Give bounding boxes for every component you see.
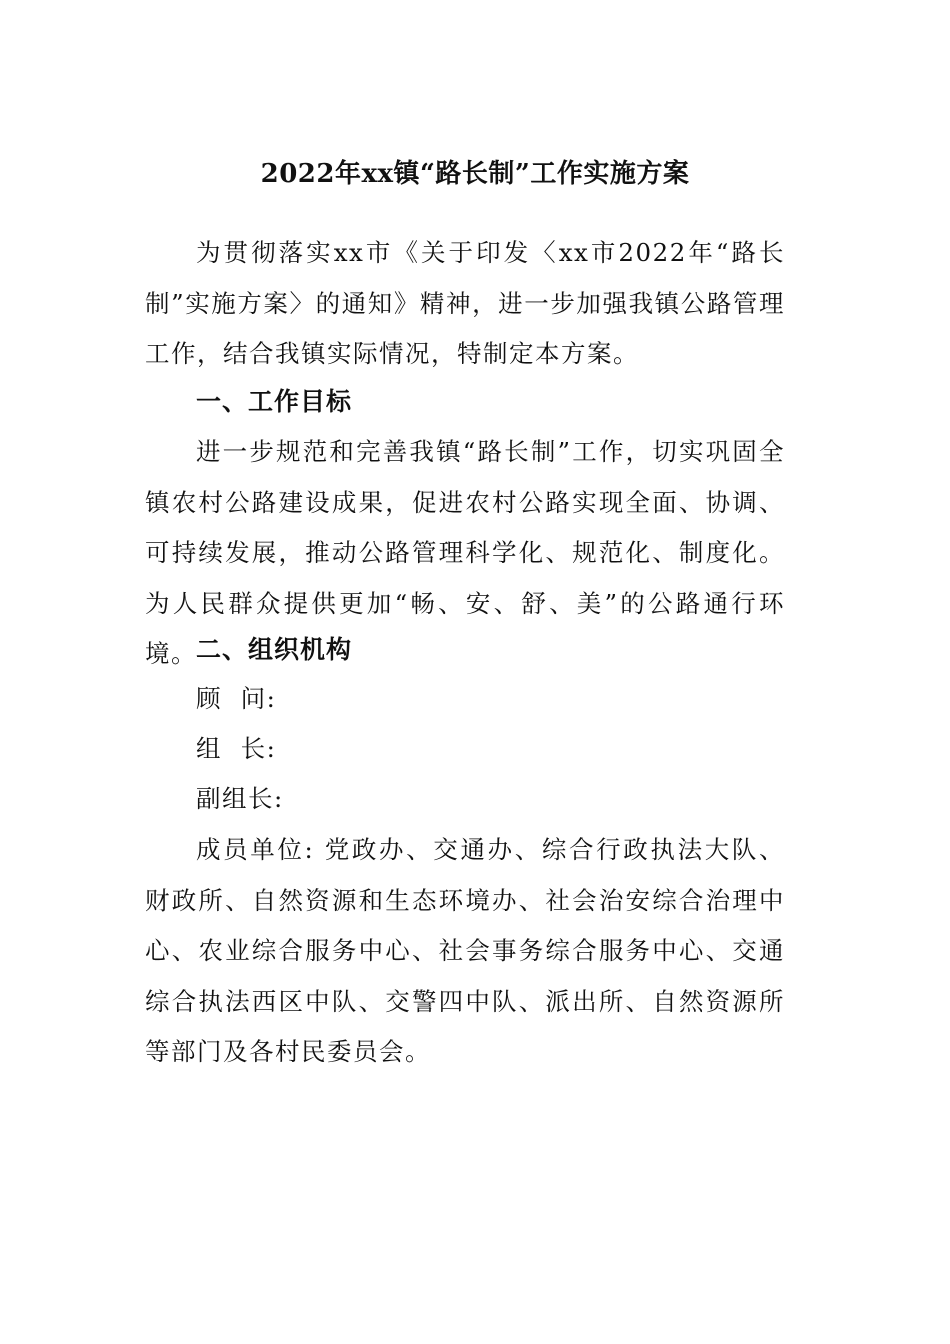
goals-paragraph: 进一步规范和完善我镇“路长制”工作，切实巩固全镇农村公路建设成果，促进农村公路实现全面、协调、可持续发展，推动公路管理科学化、规范化、制度化。为人民群众提供更加“畅、安、舒、美”的公路通行环境。 [145, 437, 785, 668]
document-title: 2022年xx镇“路长制”工作实施方案 [260, 159, 690, 189]
section-heading-organization: 二、组织机构 [196, 635, 353, 664]
section-heading-goals: 一、工作目标 [196, 387, 353, 416]
intro-paragraph: 为贯彻落实xx市《关于印发〈xx市2022年“路长制”实施方案〉的通知》精神，进一步加强我镇公路管理工作，结合我镇实际情况，特制定本方案。 [145, 238, 785, 368]
deputy-leader-label: 副组长: [196, 784, 284, 813]
advisor-label: 顾 问: [196, 684, 277, 713]
member-units-paragraph: 成员单位: 党政办、交通办、综合行政执法大队、财政所、自然资源和生态环境办、社会治安综合治理中心、农业综合服务中心、社会事务综合服务中心、交通综合执法西区中队、交警四中队、派出所、自然资源所等部门及各村民委员会。 [145, 835, 785, 1066]
leader-label: 组 长: [196, 734, 277, 763]
